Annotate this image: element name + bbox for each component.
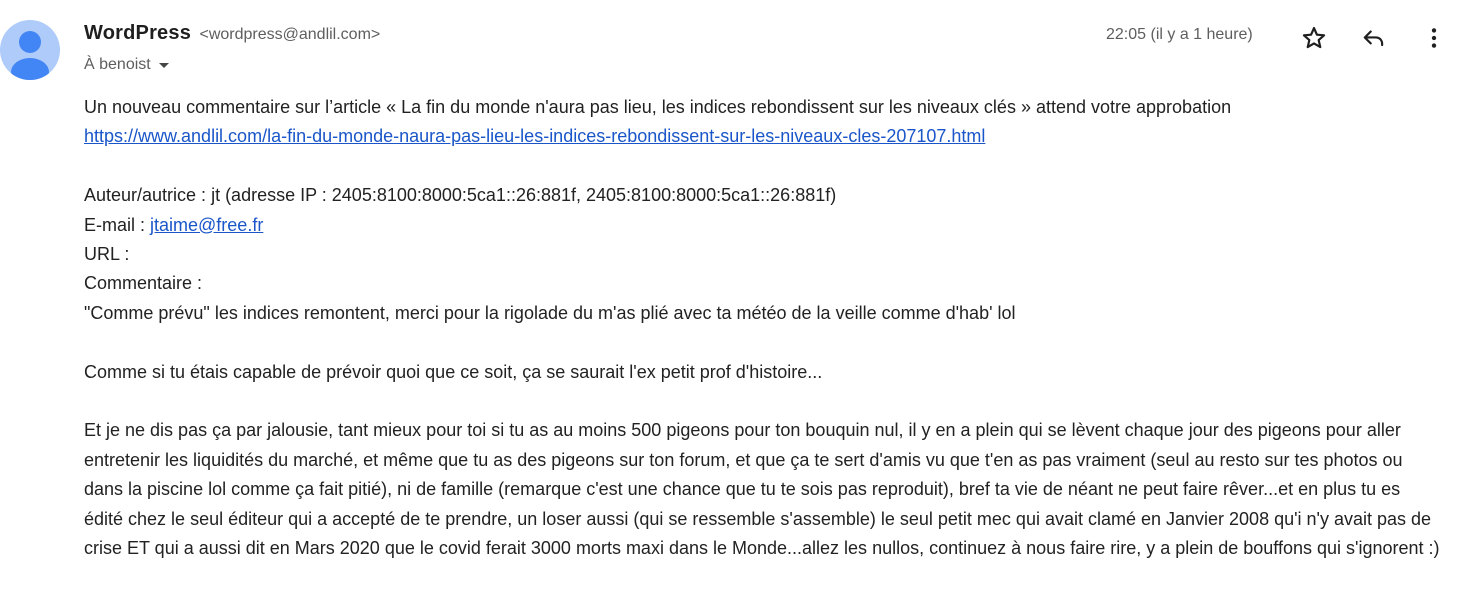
email-link[interactable]: jtaime@free.fr <box>150 214 264 235</box>
reply-arrow-icon <box>1361 25 1387 51</box>
message-time: 22:05 (il y a 1 heure) <box>1106 26 1253 43</box>
spacer <box>84 328 1444 357</box>
comment-paragraph-2: Comme si tu étais capable de prévoir quoi que ce soit, ça se saurait l'ex petit prof d'histoire... <box>84 361 823 382</box>
sender-avatar[interactable] <box>0 20 60 80</box>
more-options-button[interactable] <box>1418 22 1450 54</box>
star-outline-icon <box>1301 25 1327 51</box>
message-body <box>84 93 1444 563</box>
intro-text: Un nouveau commentaire sur l’article « La fin du monde n'aura pas lieu, les indices rebondissent sur les niveaux clés » attend votre approbation <box>84 97 1232 117</box>
email-label: E-mail : <box>84 214 151 235</box>
url-line: URL : <box>84 244 130 265</box>
reply-button[interactable] <box>1358 22 1390 54</box>
recipient-label: À benoist <box>84 56 151 73</box>
star-button[interactable] <box>1298 22 1330 54</box>
message-header <box>84 22 1457 82</box>
article-link[interactable]: https://www.andlil.com/la-fin-du-monde-naura-pas-lieu-les-indices-rebondissent-sur-les-niveaux-cles-207107.html <box>84 126 986 147</box>
sender-line <box>84 22 380 45</box>
author-line: Auteur/autrice : jt (adresse IP : 2405:8100:8000:5ca1::26:881f, 2405:8100:8000:5ca1::26:881f) <box>84 185 837 206</box>
spacer <box>84 152 1444 181</box>
comment-label: Commentaire : <box>84 273 203 294</box>
more-vertical-icon <box>1421 25 1447 51</box>
recipient-details-toggle[interactable] <box>84 56 169 74</box>
caret-down-icon <box>159 63 169 68</box>
email-line <box>84 211 1444 240</box>
sender-name[interactable]: WordPress <box>84 22 192 44</box>
sender-email: <wordpress@andlil.com> <box>199 26 381 43</box>
spacer <box>84 387 1444 416</box>
comment-paragraph-1: "Comme prévu" les indices remontent, merci pour la rigolade du m'as plié avec ta météo de la veille comme d'hab' lol <box>84 302 1016 323</box>
person-avatar-icon <box>0 20 60 80</box>
comment-paragraph-3: Et je ne dis pas ça par jalousie, tant mieux pour toi si tu as au moins 500 pigeons pour ton bouquin nul, il y en a plein qui se lèvent chaque jour des pigeons pour aller entretenir les liquidités du marché, et même que tu as des pigeons sur ton forum, et que ça te sert d'amis vu que t'en as pas vraiment (seul au resto sur tes photos ou dans la piscine lol comme ça fait pitié), ni de famille (remarque c'est une chance que tu te sois pas reproduit), bref ta vie de néant ne peut faire rêver...et en plus tu es édité chez le seul éditeur qui a accepté de te prendre, un loser aussi (qui se ressemble s'assemble) le seul petit mec qui avait clamé en Janvier 2008 qu'i n'y avait pas de crise ET qui a aussi dit en Mars 2020 que le covid ferait 3000 morts maxi dans le Monde...allez les nullos, continuez à nous faire rire, y a plein de bouffons qui s'ignorent :) <box>84 420 1440 559</box>
